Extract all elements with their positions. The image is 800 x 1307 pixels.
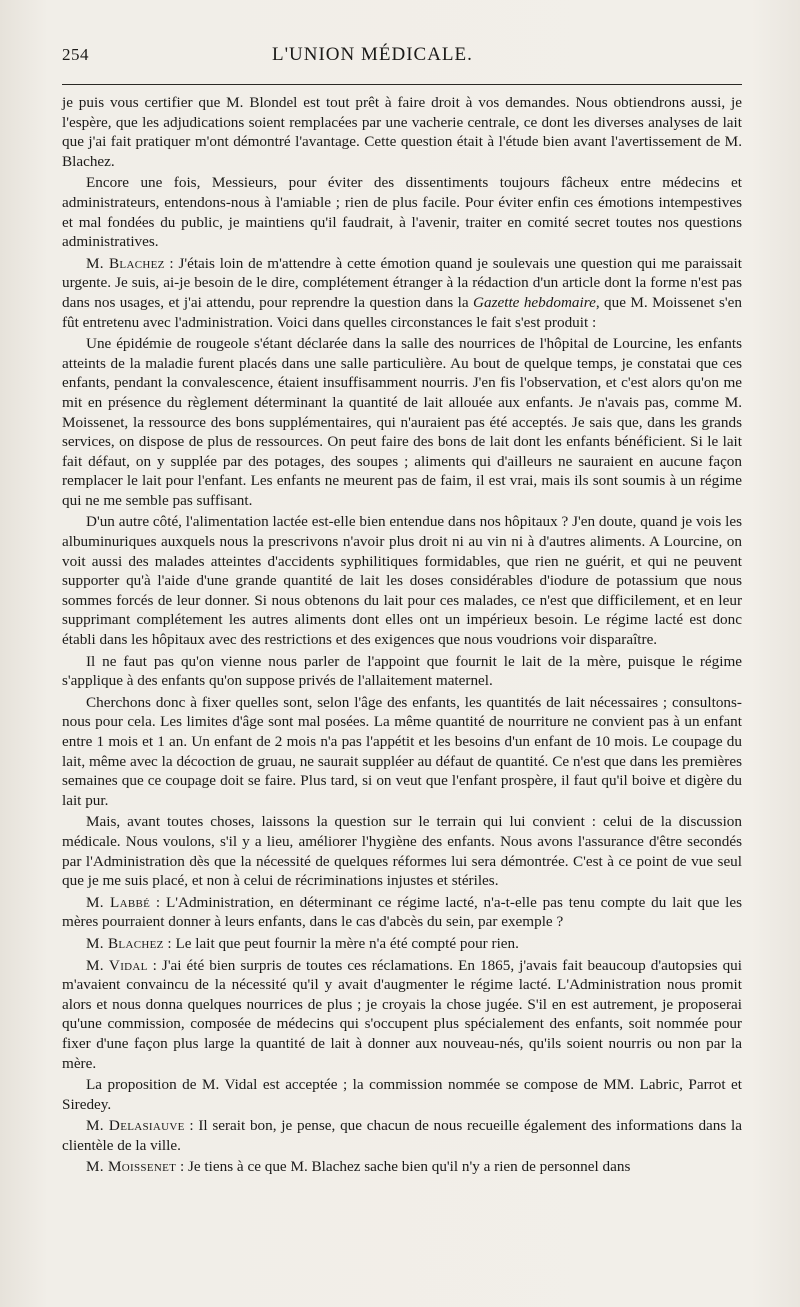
paragraph-text: L'Administration, en déterminant ce régime lacté, n'a-t-elle pas tenu compte du lait que les mères pourraient donner à leurs enfants, dans le cas d'abcès du sein, par exemple ? xyxy=(62,893,742,931)
paragraph-text: Il ne faut pas qu'on vienne nous parler de l'appoint que fournit le lait de la mère, puisque le régime s'applique à des enfants qu'on suppose privés de l'allaitement maternel. xyxy=(62,652,742,690)
paragraph-text: je puis vous certifier que M. Blondel est tout prêt à faire droit à vos demandes. Nous obtiendrons aussi, je l'espère, que les adjudications soient remplacées par une vacherie centrale, ce dont les diverses analyses de lait que j'ai fait pratiquer m'ont démontré l'avantage. Cette question était à l'étude bien avant l'avertissement de M. Blachez. xyxy=(62,94,742,170)
paragraph-text: Mais, avant toutes choses, laissons la question sur le terrain qui lui convient : celui de la discussion médicale. Nous voulons, s'il y a lieu, améliorer l'hygiène des enfants. Nous avons l'assurance d'être secondés par l'Administration dès que la nécessité de quelques réformes lui sera démontrée. C'est à ce point de vue seul que je me suis placé, et non à celui de récriminations injustes et stériles. xyxy=(62,813,742,890)
paragraph-text: J'étais loin de m'attendre à cette émotion quand je soulevais une question qui me paraissait urgente. Je suis, ai-je besoin de le dire, complétement étranger à la rédaction d'un article dont la forme n'est pas dans nos usages, et j'ai attendu, pour reprendre la question dans la Gazette hebdomaire, que M. Moissenet s'en fût entretenu avec l'administration. Voici dans quelles circonstances le fait s'est produit : xyxy=(62,254,742,331)
speaker-paragraph: M. Vidal : J'ai été bien surpris de toutes ces réclamations. En 1865, j'avais fait beaucoup d'autopsies qui m'avaient convaincu de la nécessité qu'il y avait d'augmenter le régime lacté. L'Administration nous promit alors et nous donna quelques nourrices de plus ; je croyais la chose jugée. S'il en est autrement, je proposerai qu'une commission, composée de médecins qui s'occupent plus spécialement des enfants, soit nommée pour fixer d'une façon plus large la quantité de lait à donner aux nouveau-nés, qu'ils soient nourris ou non par la mère. xyxy=(62,956,742,1072)
speaker-paragraph: M. Delasiauve : Il serait bon, je pense, que chacun de nous recueille également des informations dans la clientèle de la ville. xyxy=(62,1117,742,1154)
paragraph xyxy=(62,812,742,890)
paragraph-text: Cherchons donc à fixer quelles sont, selon l'âge des enfants, les quantités de lait nécessaires ; consultons-nous pour cela. Les limites d'âge sont mal posées. La même quantité de nourriture ne convient pas à un enfant entre 1 mois et 1 an. Un enfant de 2 mois n'a pas l'appétit et les besoins d'un enfant de 10 mois. Le coupage du lait, même avec la décoction de gruau, ne saurait suppléer au défaut de quantité. Ce n'est que dans les premières semaines que ce coupage doit se faire. Plus tard, si on veut que l'enfant prospère, il faut qu'il boive et digère du lait pur. xyxy=(62,693,742,809)
speaker-name: M. Labbé xyxy=(86,893,151,911)
paragraph-text: Encore une fois, Messieurs, pour éviter des dissentiments toujours fâcheux entre médecins et administrateurs, entendons-nous à l'amiable ; rien de plus facile. Pour éviter enfin ces émotions intempestives et mal fondées du public, je maintiens qu'il faudrait, à l'avenir, traiter en comité secret toutes nos questions administratives. xyxy=(62,174,742,251)
speaker-paragraph: M. Blachez : J'étais loin de m'attendre à cette émotion quand je soulevais une question qui me paraissait urgente. Je suis, ai-je besoin de le dire, complétement étranger à la rédaction d'un article dont la forme n'est pas dans nos usages, et j'ai attendu, pour reprendre la question dans la Gazette hebdomaire, que M. Moissenet s'en fût entretenu avec l'administration. Voici dans quelles circonstances le fait s'est produit : xyxy=(62,254,742,331)
speaker-name: M. Vidal xyxy=(86,956,148,974)
paragraph xyxy=(62,173,742,251)
speaker-paragraph: M. Labbé : L'Administration, en déterminant ce régime lacté, n'a-t-elle pas tenu compte du lait que les mères pourraient donner à leurs enfants, dans le cas d'abcès du sein, par exemple ? xyxy=(62,893,742,931)
paragraph-text: J'ai été bien surpris de toutes ces réclamations. En 1865, j'avais fait beaucoup d'autopsies qui m'avaient convaincu de la nécessité qu'il y avait d'augmenter le régime lacté. L'Administration nous promit alors et nous donna quelques nourrices de plus ; je croyais la chose jugée. S'il en est autrement, je proposerai qu'une commission, composée de médecins qui s'occupent plus spécialement des enfants, soit nommée pour fixer d'une façon plus large la quantité de lait à donner aux nouveau-nés, qu'ils soient nourris ou non par la mère. xyxy=(62,956,742,1072)
speaker-name: M. Delasiauve xyxy=(86,1117,185,1135)
paragraph xyxy=(62,1075,742,1114)
paragraph-text: D'un autre côté, l'alimentation lactée est-elle bien entendue dans nos hôpitaux ? J'en doute, quand je vois les albuminuriques auxquels nous la prescrivons n'avoir plus droit ni au vin ni à d'autres aliments. A Lourcine, on voit aussi des malades atteintes d'accidents syphilitiques formidables, que rien ne guérit, et qui ne peuvent supporter qu'à l'aide d'une grande quantité de lait les doses considérables d'iodure de potassium que nous sommes forcés de leur donner. Si nous obtenons du lait pour ces malades, ce n'est que difficilement, et en leur supprimant complétement les autres aliments dont elles ont un impérieux besoin. Le régime lacté est donc établi dans les hôpitaux avec des restrictions et des exigences que nous voudrions voir disparaître. xyxy=(62,513,742,649)
speaker-paragraph: M. Moissenet : Je tiens à ce que M. Blachez sache bien qu'il n'y a rien de personnel dans xyxy=(86,1158,631,1176)
page-header xyxy=(62,44,742,72)
paragraph-text: Il serait bon, je pense, que chacun de nous recueille également des informations dans la clientèle de la ville. xyxy=(62,1117,742,1154)
paragraph-text: Une épidémie de rougeole s'étant déclarée dans la salle des nourrices de l'hôpital de Lourcine, les enfants atteints de la maladie furent placés dans une salle particulière. Au bout de quelque temps, je constatai que ces enfants, pendant la convalescence, étaient insuffisamment nourris. J'en fis l'observation, et c'est alors qu'on me mit en présence du règlement déterminant la quantité de lait allouée aux enfants. Je n'avais pas, comme M. Moissenet, la ressource des bons supplémentaires, qui n'auraient pas été acceptés. Je sais que, dans les grands services, on dispose de plus de ressources. On peut faire des bons de lait dont les enfants bénéficient. Si le lait fait défaut, on y supplée par des potages, des soupes ; aliments qui d'ailleurs ne sauraient en aucune façon remplacer le lait pour l'enfant. Les enfants ne meurent pas de faim, il est vrai, mais ils sont soumis à un régime qui ne me semble pas suffisant. xyxy=(62,335,742,509)
speaker-name: M. Blachez xyxy=(86,254,165,272)
paragraph-text: Je tiens à ce que M. Blachez sache bien qu'il n'y a rien de personnel dans xyxy=(187,1158,631,1176)
paragraph xyxy=(62,652,742,691)
paragraph-text: Le lait que peut fournir la mère n'a été compté pour rien. xyxy=(175,934,519,952)
header-rule xyxy=(62,84,742,85)
paragraph-text: La proposition de M. Vidal est acceptée ; la commission nommée se compose de MM. Labric, Parrot et Siredey. xyxy=(62,1076,742,1113)
speaker-paragraph: M. Blachez : Le lait que peut fournir la mère n'a été compté pour rien. xyxy=(86,934,519,952)
speaker-name: M. Blachez xyxy=(86,934,164,952)
paragraph xyxy=(62,93,742,171)
running-title: L'UNION MÉDICALE. xyxy=(272,44,473,65)
page-number: 254 xyxy=(62,45,89,64)
speaker-name: M. Moissenet xyxy=(86,1158,177,1176)
paragraph xyxy=(62,334,742,510)
document-body xyxy=(62,93,742,1177)
paragraph xyxy=(62,693,742,811)
paragraph xyxy=(62,512,742,649)
